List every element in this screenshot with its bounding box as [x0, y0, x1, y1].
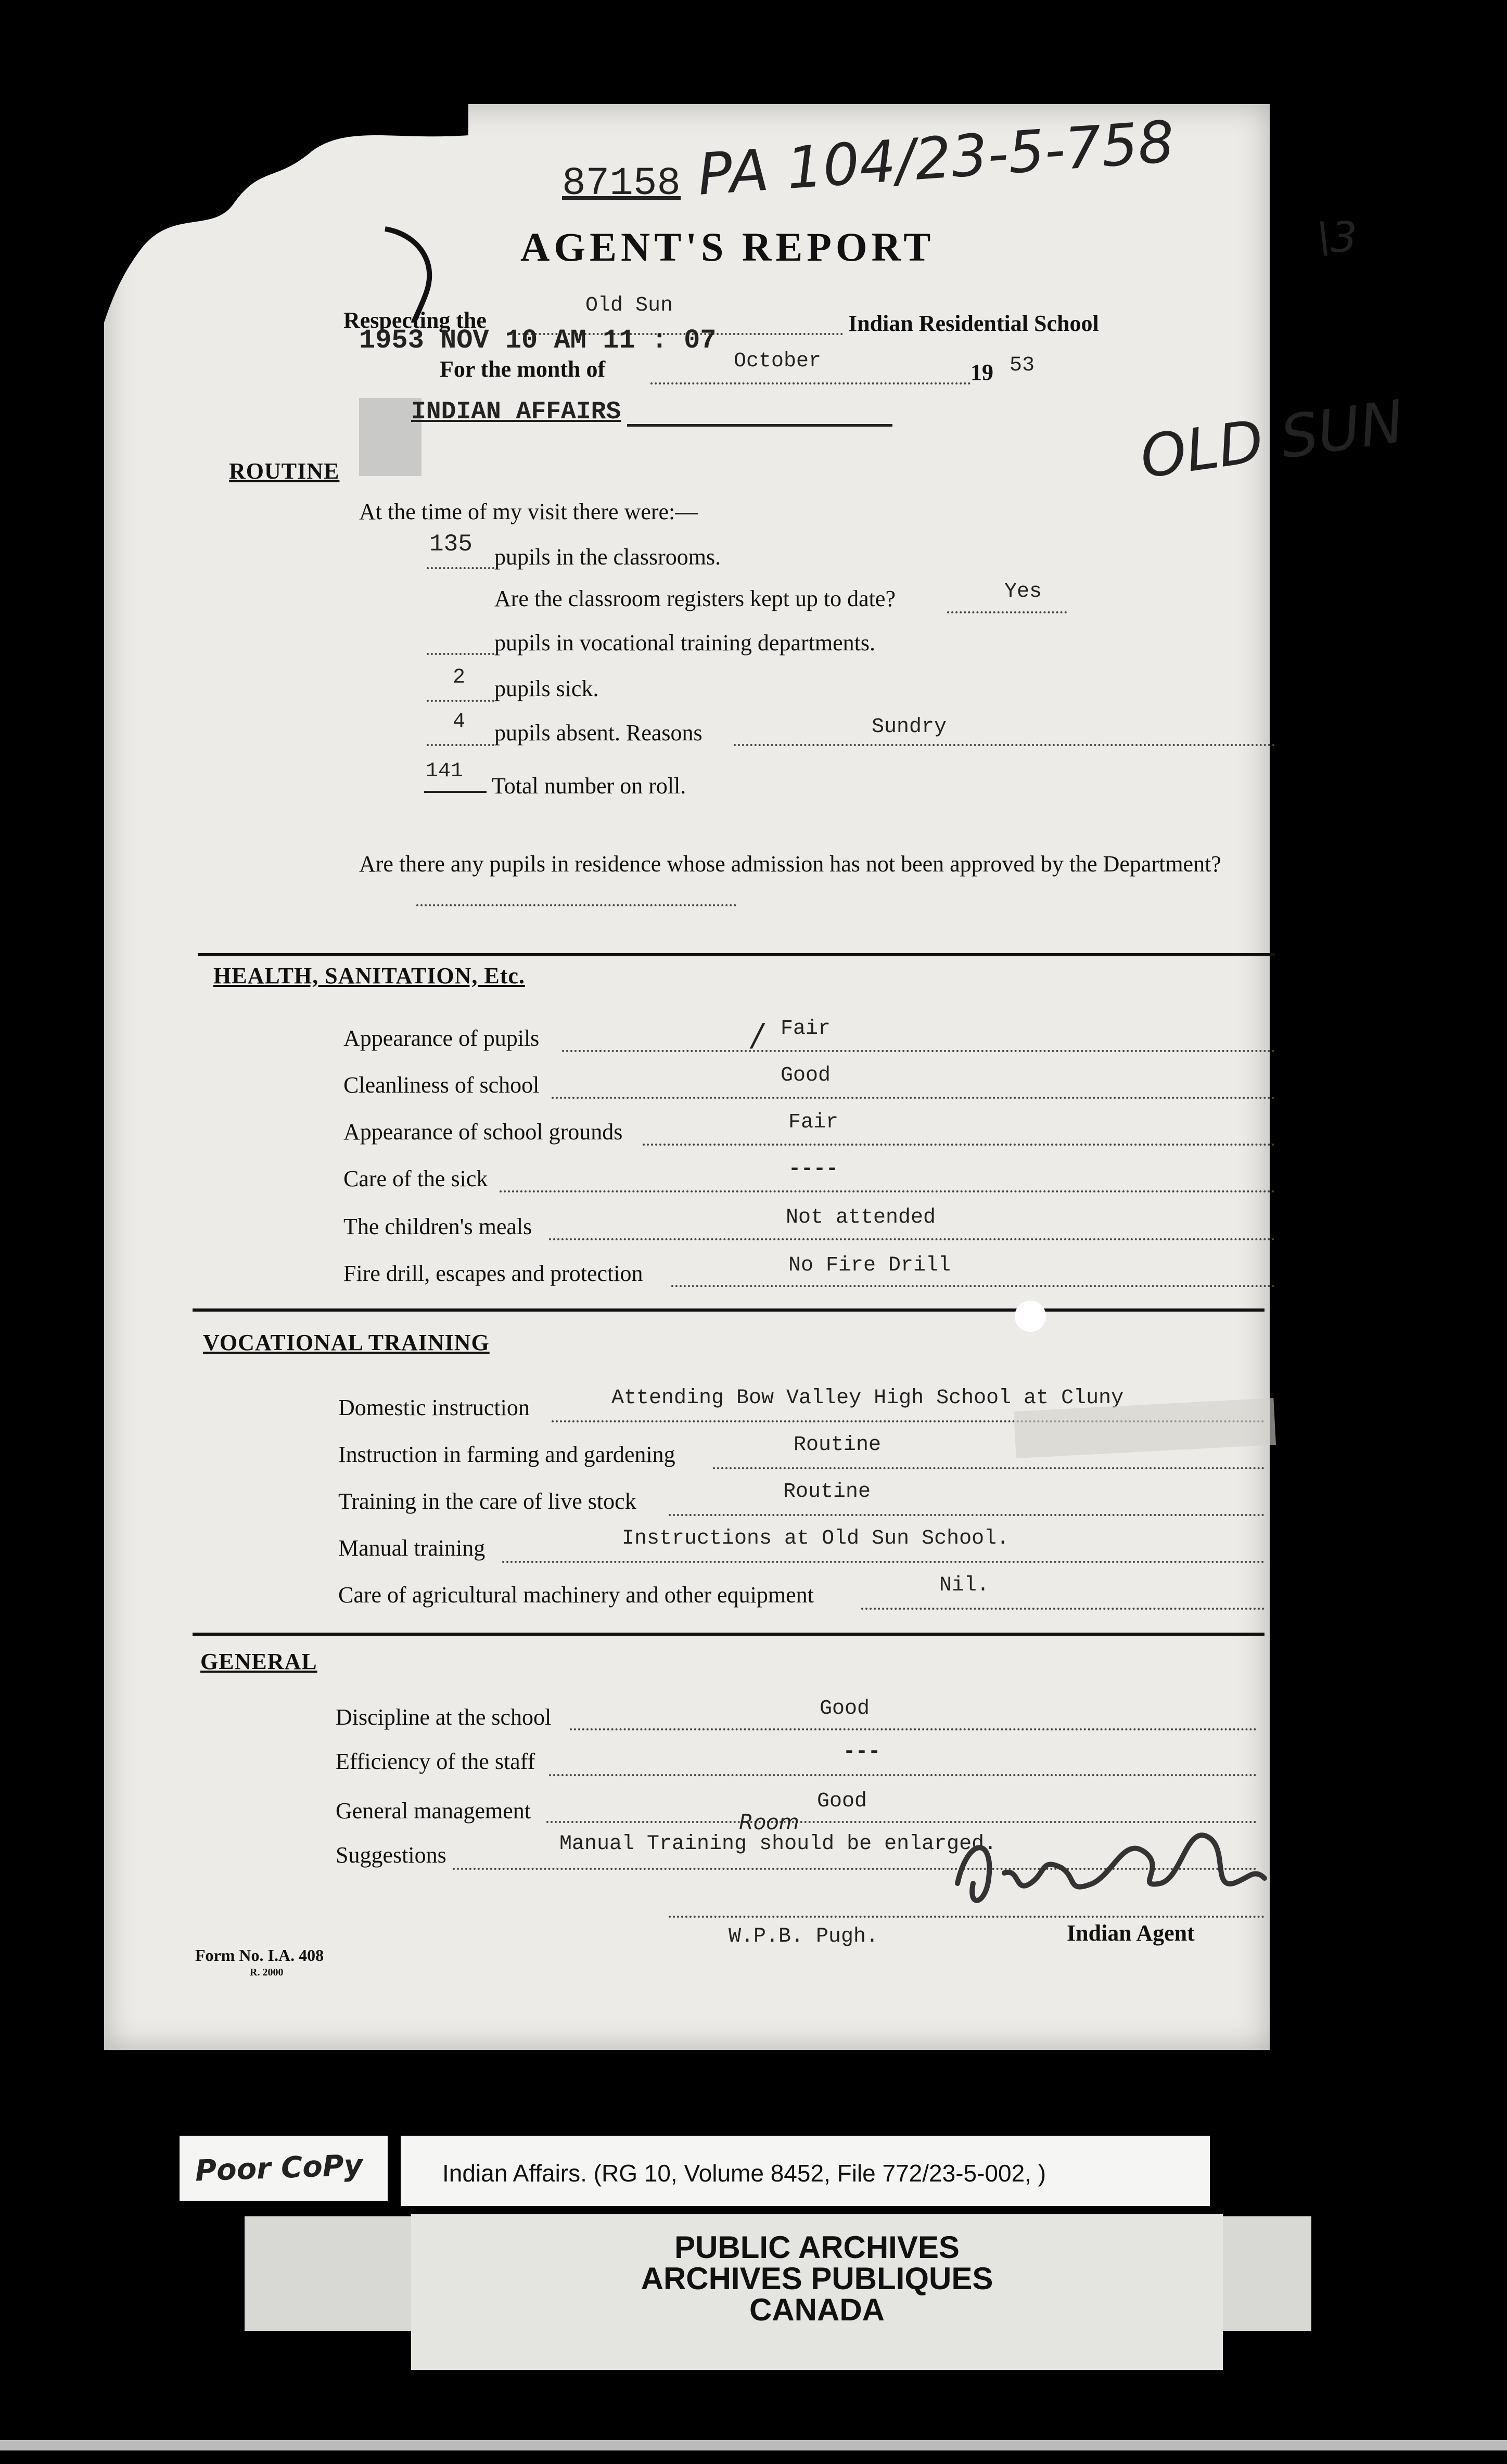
absent-count: 4: [453, 710, 466, 734]
general-label-staff: Efficiency of the staff: [336, 1749, 535, 1774]
film-edge-strip: [0, 2440, 1507, 2450]
vocational-line-livestock: [669, 1514, 1265, 1516]
vocational-line-machinery: [861, 1608, 1265, 1610]
general-value-suggestions: Manual Training should be enlarged.: [559, 1832, 997, 1856]
unapproved-question: Are there any pupils in residence whose admission has not been approved by the Department?: [359, 851, 1221, 877]
general-label-management: General management: [336, 1798, 531, 1824]
vocational-value-farming: Routine: [794, 1433, 882, 1457]
absent-count-line: [427, 744, 494, 746]
general-line-staff: [549, 1774, 1257, 1776]
health-line-grounds: [643, 1144, 1275, 1146]
form-number: Form No. I.A. 408: [195, 1946, 324, 1965]
classroom-label: pupils in the classrooms.: [494, 544, 721, 570]
signature-line: [669, 1916, 1265, 1918]
classroom-count: 135: [429, 531, 472, 558]
respecting-label: Respecting the: [343, 307, 487, 333]
agent-title: Indian Agent: [1067, 1920, 1195, 1946]
vocational-value-machinery: Nil.: [939, 1574, 990, 1597]
total-count-underline: [424, 791, 487, 793]
health-value-cleanliness: Good: [781, 1064, 831, 1087]
poor-copy-text: Poor CoPy: [194, 2148, 364, 2188]
registers-label: Are the classroom registers kept up to date?: [494, 586, 896, 611]
report-title: AGENT'S REPORT: [520, 224, 935, 270]
report-sheet: [104, 104, 1270, 2050]
vocational-value-domestic: Attending Bow Valley High School at Cluny: [611, 1387, 1124, 1410]
handwritten-insert-room: Room: [739, 1811, 799, 1834]
department-stamp: INDIAN AFFAIRS: [411, 398, 621, 426]
month-value: October: [734, 350, 822, 373]
health-line-cleanliness: [552, 1097, 1275, 1099]
health-line-sick: [500, 1190, 1275, 1192]
vocational-line-manual: [502, 1561, 1265, 1563]
month-line: [650, 382, 970, 384]
paper-blemish: [1015, 1301, 1046, 1332]
vocational-heading: VOCATIONAL TRAINING: [203, 1330, 490, 1355]
health-value-grounds: Fair: [788, 1111, 839, 1134]
handwritten-file-reference: PA 104/23-5-758: [695, 108, 1177, 208]
general-heading: GENERAL: [200, 1649, 317, 1674]
handwritten-school-name: OLD SUN: [1136, 388, 1408, 492]
vocational-label: pupils in vocational training departments.: [494, 630, 875, 656]
sick-count-line: [427, 700, 494, 702]
year-value: 53: [1010, 354, 1035, 377]
general-line-discipline: [570, 1728, 1257, 1730]
sick-count: 2: [453, 666, 466, 689]
health-line-appearance: [562, 1050, 1275, 1052]
health-label-meals: The children's meals: [343, 1214, 532, 1239]
health-line-fire: [671, 1285, 1275, 1287]
vocational-label-livestock: Training in the care of live stock: [338, 1488, 636, 1514]
vocational-line-farming: [713, 1467, 1265, 1469]
health-heading: HEALTH, SANITATION, Etc.: [213, 963, 525, 989]
general-label-suggestions: Suggestions: [336, 1842, 446, 1868]
agent-signature: [937, 1805, 1270, 1925]
unapproved-answer-line: [416, 904, 736, 906]
archive-stamp-line-2: ARCHIVES PUBLIQUES: [641, 2261, 993, 2296]
vocational-label-manual: Manual training: [338, 1535, 486, 1561]
health-label-fire: Fire drill, escapes and protection: [343, 1261, 643, 1286]
registers-value: Yes: [1004, 580, 1042, 604]
classroom-count-line: [427, 567, 494, 569]
absent-reason: Sundry: [872, 715, 947, 739]
total-count: 141: [426, 760, 464, 783]
vocational-value-livestock: Routine: [783, 1480, 871, 1504]
received-date-stamp: 1953 NOV 10 AM 11 : 07: [359, 325, 717, 356]
registers-line: [947, 611, 1067, 613]
section-rule-general: [193, 1633, 1265, 1636]
section-rule-vocational: [193, 1308, 1265, 1312]
section-rule-health: [198, 953, 1275, 956]
torn-corner: [104, 104, 468, 323]
general-value-discipline: Good: [820, 1697, 870, 1721]
vocational-label-machinery: Care of agricultural machinery and other equipment: [338, 1582, 814, 1608]
archive-citation: Indian Affairs. (RG 10, Volume 8452, File 772/23-5-002, ): [442, 2160, 1046, 2187]
health-label-cleanliness: Cleanliness of school: [343, 1072, 540, 1098]
health-value-meals: Not attended: [786, 1206, 936, 1229]
general-value-management: Good: [817, 1790, 867, 1813]
routine-heading: ROUTINE: [229, 458, 340, 484]
absent-label: pupils absent. Reasons: [494, 720, 703, 746]
health-value-appearance: Fair: [781, 1017, 831, 1041]
school-suffix: Indian Residential School: [848, 311, 1099, 336]
general-label-discipline: Discipline at the school: [336, 1704, 552, 1730]
form-revision: R. 2000: [250, 1967, 284, 1978]
year-prefix: 19: [970, 360, 993, 385]
health-label-appearance: Appearance of pupils: [343, 1025, 540, 1051]
vocational-count-line: [427, 653, 494, 655]
agent-name: W.P.B. Pugh.: [729, 1925, 879, 1948]
health-line-meals: [549, 1238, 1275, 1240]
vocational-label-domestic: Domestic instruction: [338, 1395, 530, 1420]
vocational-label-farming: Instruction in farming and gardening: [338, 1442, 675, 1467]
health-value-fire: No Fire Drill: [788, 1254, 951, 1277]
total-label: Total number on roll.: [492, 773, 686, 799]
routine-intro: At the time of my visit there were:—: [359, 499, 698, 524]
archive-stamp-line-1: PUBLIC ARCHIVES: [674, 2230, 960, 2265]
absent-reason-line: [734, 744, 1275, 746]
month-label: For the month of: [440, 356, 606, 382]
general-value-staff: ---: [843, 1740, 881, 1764]
department-stamp-rule: [627, 424, 892, 427]
health-label-sick: Care of the sick: [343, 1166, 488, 1191]
corner-mark: \3: [1317, 213, 1357, 262]
file-number: 87158: [562, 161, 681, 206]
school-name: Old Sun: [585, 294, 673, 317]
archive-stamp-line-3: CANADA: [749, 2292, 885, 2327]
sick-label: pupils sick.: [494, 676, 599, 701]
health-label-grounds: Appearance of school grounds: [343, 1119, 623, 1145]
vocational-value-manual: Instructions at Old Sun School.: [622, 1527, 1010, 1550]
handwritten-tick: /: [752, 1017, 763, 1054]
health-value-sick: ----: [788, 1158, 839, 1181]
